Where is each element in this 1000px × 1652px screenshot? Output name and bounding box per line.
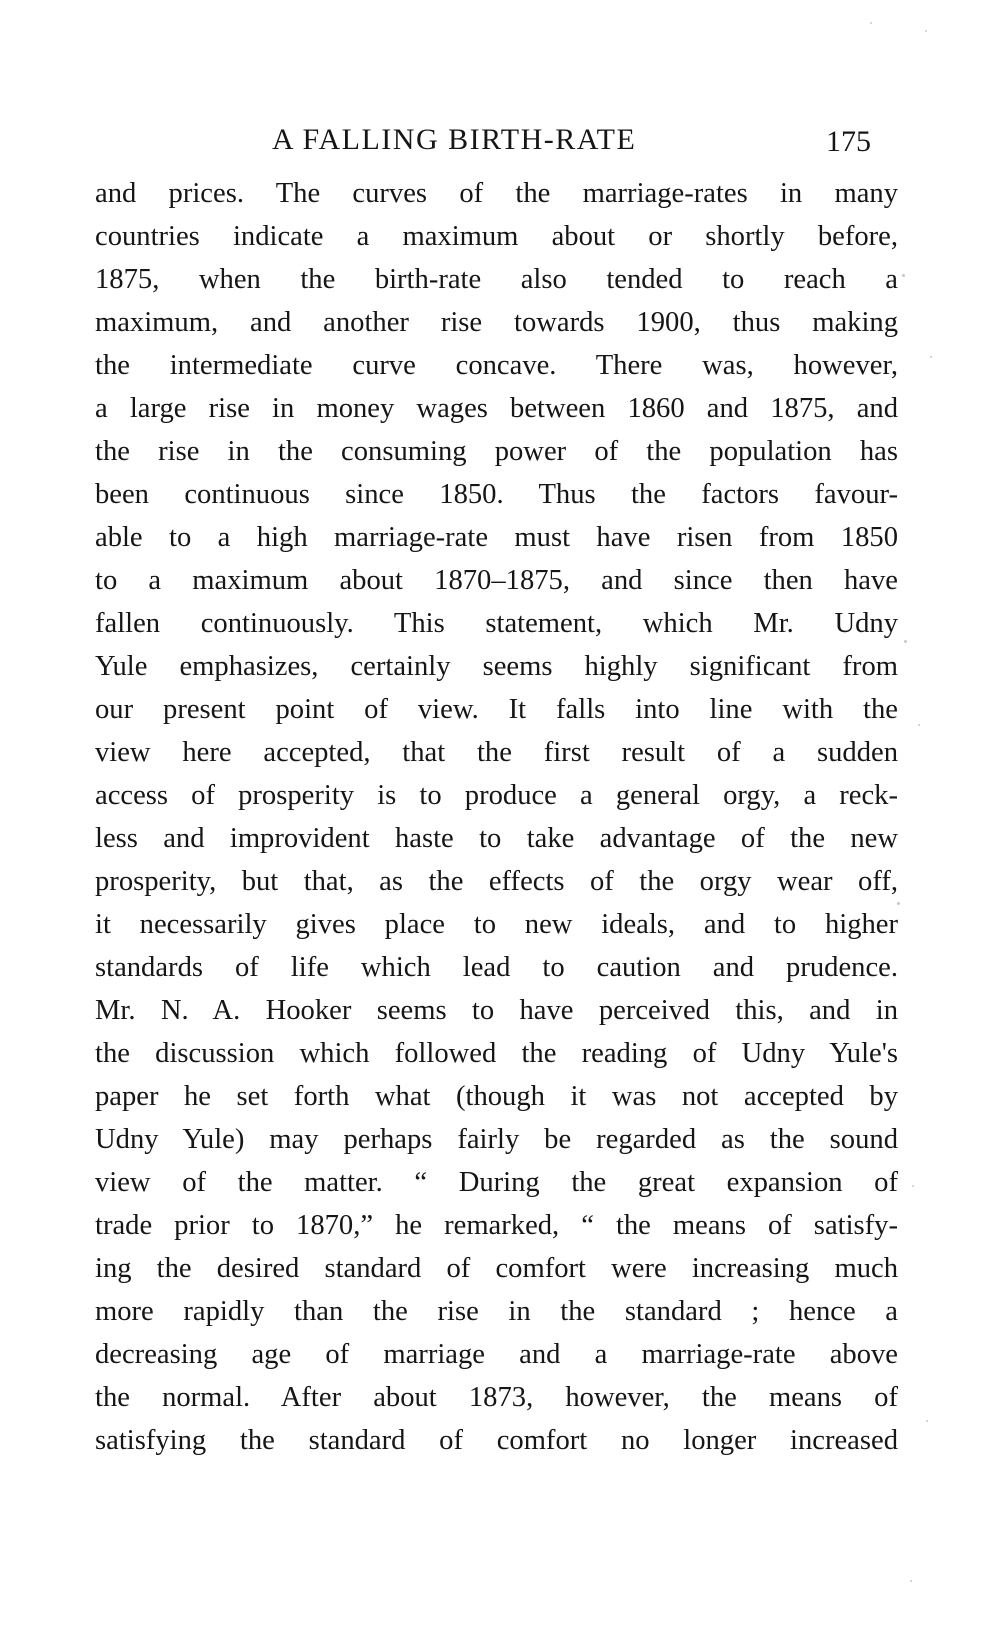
text-line: Mr. N. A. Hooker seems to have perceived this, and in	[95, 995, 898, 1026]
text-line: Udny Yule) may perhaps fairly be regarded as the sound	[95, 1124, 898, 1155]
scan-speck	[902, 274, 905, 277]
text-line: the rise in the consuming power of the population has	[95, 436, 898, 467]
text-line: and prices. The curves of the marriage-rates in many	[95, 178, 898, 209]
text-line: a large rise in money wages between 1860 and 1875, and	[95, 393, 898, 424]
text-line: our present point of view. It falls into line with the	[95, 694, 898, 725]
text-line: prosperity, but that, as the effects of the orgy wear off,	[95, 866, 898, 897]
text-line: ing the desired standard of comfort were increasing much	[95, 1253, 898, 1284]
scan-speck	[904, 640, 907, 643]
text-line: to a maximum about 1870–1875, and since then have	[95, 565, 898, 596]
text-line: fallen continuously. This statement, which Mr. Udny	[95, 608, 898, 639]
text-line: maximum, and another rise towards 1900, thus making	[95, 307, 898, 338]
scan-speck	[925, 30, 927, 32]
text-line: trade prior to 1870,” he remarked, “ the means of satisfy-	[95, 1210, 898, 1241]
text-line: standards of life which lead to caution and prudence.	[95, 952, 898, 983]
scan-speck	[870, 22, 872, 24]
text-line: decreasing age of marriage and a marriage-rate above	[95, 1339, 898, 1370]
text-line: Yule emphasizes, certainly seems highly significant from	[95, 651, 898, 682]
scan-speck	[918, 724, 920, 726]
text-line: view of the matter. “ During the great expansion of	[95, 1167, 898, 1198]
body-paragraph	[95, 172, 898, 1462]
page-header	[0, 118, 1000, 162]
scan-speck	[897, 902, 900, 905]
scan-speck	[930, 356, 932, 358]
text-line: the discussion which followed the reading of Udny Yule's	[95, 1038, 898, 1069]
scan-speck	[910, 1580, 912, 1582]
text-line: countries indicate a maximum about or shortly before,	[95, 221, 898, 252]
page-number: 175	[826, 125, 871, 158]
text-line: paper he set forth what (though it was not accepted by	[95, 1081, 898, 1112]
text-line: been continuous since 1850. Thus the factors favour-	[95, 479, 898, 510]
text-line: more rapidly than the rise in the standard ; hence a	[95, 1296, 898, 1327]
text-line: able to a high marriage-rate must have risen from 1850	[95, 522, 898, 553]
text-line: view here accepted, that the first result of a sudden	[95, 737, 898, 768]
scan-speck	[926, 1420, 928, 1422]
text-line: the normal. After about 1873, however, the means of	[95, 1382, 898, 1413]
running-title: A FALLING BIRTH-RATE	[272, 123, 637, 156]
text-line: it necessarily gives place to new ideals, and to higher	[95, 909, 898, 940]
scan-speck	[912, 1185, 914, 1187]
text-line: access of prosperity is to produce a general orgy, a reck-	[95, 780, 898, 811]
text-line: the intermediate curve concave. There was, however,	[95, 350, 898, 381]
text-line: less and improvident haste to take advantage of the new	[95, 823, 898, 854]
text-line: 1875, when the birth-rate also tended to reach a	[95, 264, 898, 295]
text-line: satisfying the standard of comfort no longer increased	[95, 1425, 898, 1456]
